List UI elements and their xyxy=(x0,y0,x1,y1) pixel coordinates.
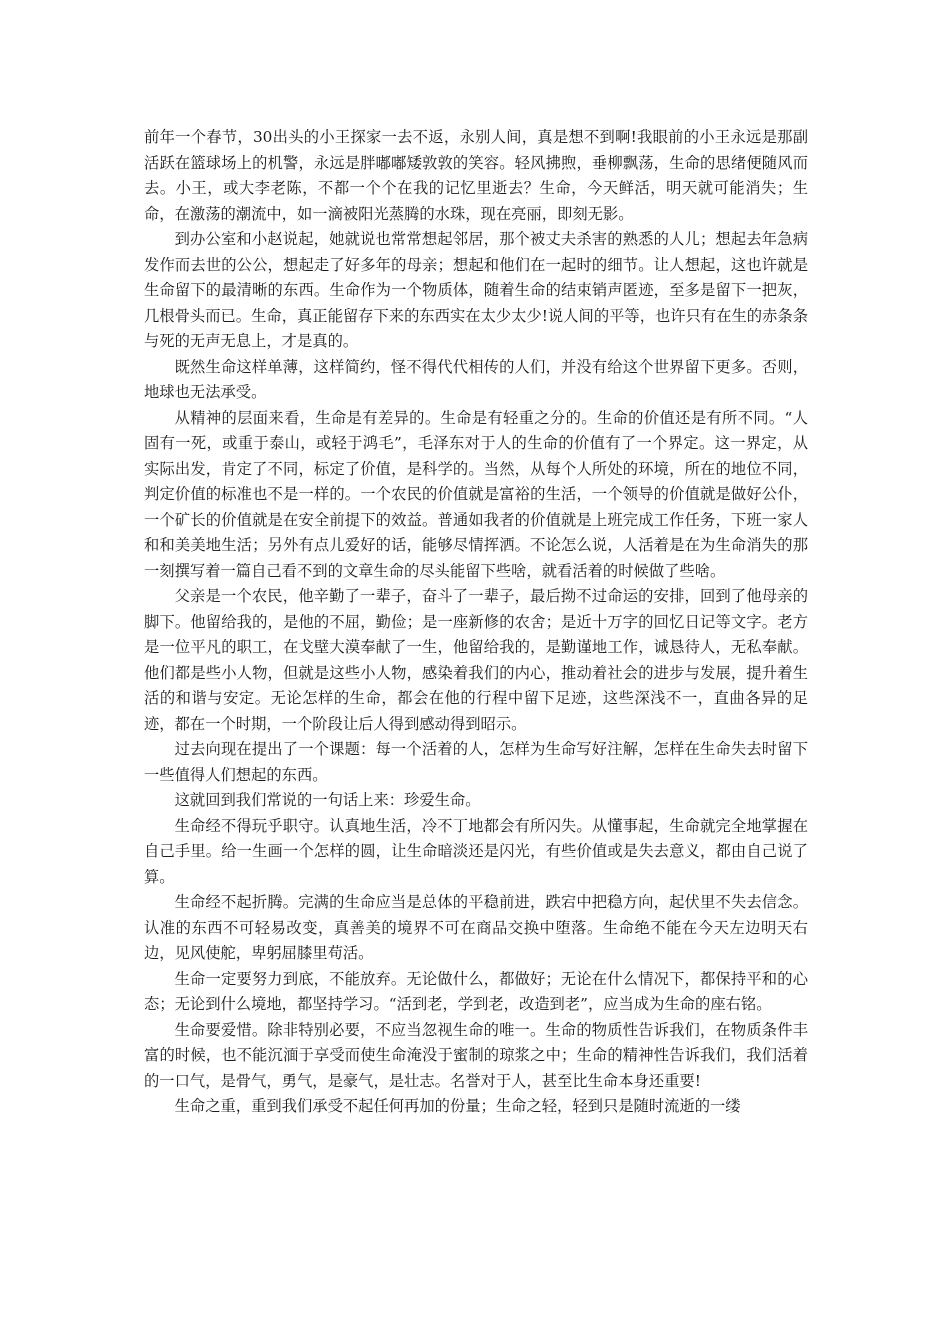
paragraph: 父亲是一个农民，他辛勤了一辈子，奋斗了一辈子，最后拗不过命运的安排，回到了他母亲的脚下。他留给我的，是他的不屈，勤俭；是一座新修的农舍；是近十万字的回忆日记等文字。老方是一位平凡的职工，在戈壁大漠奉献了一生，他留给我的，是勤谨地工作，诚恳待人，无私奉献。他们都是些小人物，但就是这些小人物，感染着我们的内心，推动着社会的进步与发展，提升着生活的和谐与安定。无论怎样的生命，都会在他的行程中留下足迹，这些深浅不一，直曲各异的足迹，都在一个时期，一个阶段让后人得到感动得到昭示。 xyxy=(144,587,808,733)
paragraph: 生命经不得玩乎职守。认真地生活，冷不丁地都会有所闪失。从懂事起，生命就完全地掌握在自己手里。给一生画一个怎样的圆，让生命暗淡还是闪光，有些价值或是失去意义，都由自己说了算。 xyxy=(144,816,808,886)
paragraph: 过去向现在提出了一个课题：每一个活着的人，怎样为生命写好注解，怎样在生命失去时留下一些值得人们想起的东西。 xyxy=(144,740,808,784)
paragraph: 生命一定要努力到底，不能放弃。无论做什么，都做好；无论在什么情况下，都保持平和的心态；无论到什么境地，都坚持学习。“活到老，学到老，改造到老”，应当成为生命的座右铭。 xyxy=(144,969,808,1013)
paragraph: 生命要爱惜。除非特别必要，不应当忽视生命的唯一。生命的物质性告诉我们，在物质条件丰富的时候，也不能沉湎于享受而使生命淹没于蜜制的琼浆之中；生命的精神性告诉我们，我们活着的一口气，是骨气，勇气，是豪气，是壮志。名誉对于人，甚至比生命本身还重要! xyxy=(144,1020,808,1090)
paragraph: 生命之重，重到我们承受不起任何再加的份量；生命之轻，轻到只是随时流逝的一缕 xyxy=(174,1097,741,1115)
paragraph: 这就回到我们常说的一句话上来：珍爱生命。 xyxy=(174,791,481,809)
paragraph: 既然生命这样单薄，这样简约，怪不得代代相传的人们，并没有给这个世界留下更多。否则，地球也无法承受。 xyxy=(144,357,808,401)
paragraph: 前年一个春节，30出头的小王探家一去不返，永别人间，真是想不到啊!我眼前的小王永远是那副活跃在篮球场上的机警，永远是胖嘟嘟矮敦敦的笑容。轻风拂煦，垂柳飘荡，生命的思绪便随风而去。小王，或大李老陈，不都一个个在我的记忆里逝去？生命，今天鲜活，明天就可能消失；生命，在激荡的潮流中，如一滴被阳光蒸腾的水珠，现在亮丽，即刻无影。 xyxy=(144,128,808,223)
paragraph: 到办公室和小赵说起，她就说也常常想起邻居，那个被丈夫杀害的熟悉的人儿；想起去年急病发作而去世的公公，想起走了好多年的母亲；想起和他们在一起时的细节。让人想起，这也许就是生命留下的最清晰的东西。生命作为一个物质体，随着生命的结束销声匿迹，至多是留下一把灰，几根骨头而已。生命，真正能留存下来的东西实在太少太少!说人间的平等，也许只有在生的赤条条与死的无声无息上，才是真的。 xyxy=(144,230,808,350)
paragraph: 从精神的层面来看，生命是有差异的。生命是有轻重之分的。生命的价值还是有所不同。“人固有一死，或重于泰山，或轻于鸿毛”，毛泽东对于人的生命的价值有了一个界定。这一界定，从实际出发，肯定了不同，标定了价值，是科学的。当然，从每个人所处的环境，所在的地位不同，判定价值的标准也不是一样的。一个农民的价值就是富裕的生活，一个领导的价值就是做好公仆，一个矿长的价值就是在安全前提下的效益。普通如我者的价值就是上班完成工作任务，下班一家人和和美美地生活；另外有点儿爱好的话，能够尽情挥洒。不论怎么说，人活着是在为生命消失的那一刻撰写着一篇自己看不到的文章生命的尽头能留下些啥，就看活着的时候做了些啥。 xyxy=(144,408,808,580)
document-body xyxy=(144,125,808,1120)
paragraph: 生命经不起折腾。完满的生命应当是总体的平稳前进，跌宕中把稳方向，起伏里不失去信念。认准的东西不可轻易改变，真善美的境界不可在商品交换中堕落。生命绝不能在今天左边明天右边，见风使舵，卑躬屈膝里苟活。 xyxy=(144,893,808,962)
